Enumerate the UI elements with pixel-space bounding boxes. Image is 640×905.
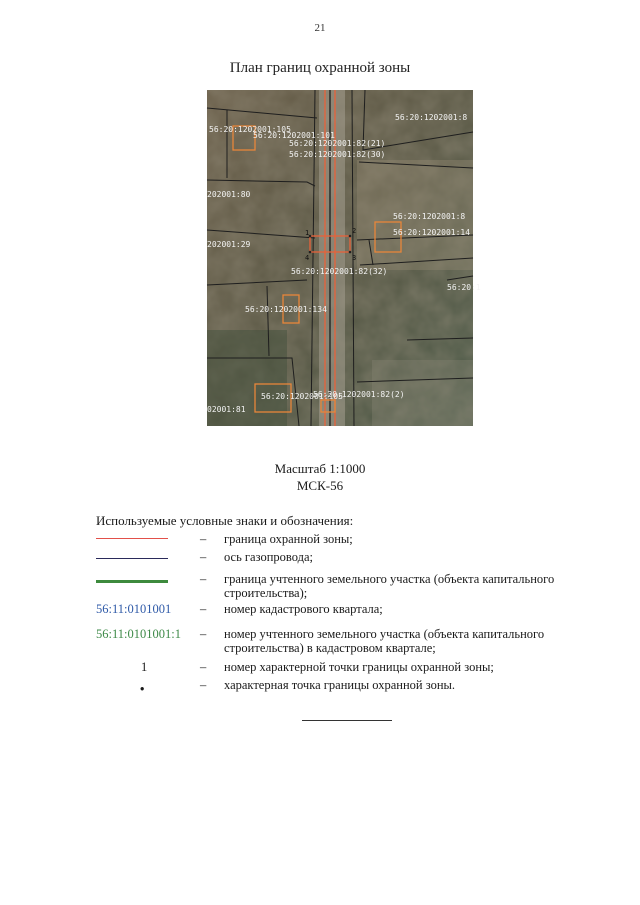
legend-dash: – [200, 532, 207, 546]
legend-dash: – [200, 627, 207, 641]
point-number-label: 2 [352, 227, 357, 235]
legend-text: ось газопровода; [224, 550, 314, 564]
point-marker-sample: • [140, 682, 145, 696]
point-number-label: 4 [305, 254, 310, 262]
scale-text: Масштаб 1:1000 [274, 461, 366, 476]
cadastral-label: 56:20:1202001:105 [261, 392, 343, 401]
cadastral-label: 56:20:1 [447, 283, 481, 292]
legend-dash: – [200, 550, 207, 564]
legend-dash: – [200, 678, 207, 692]
point-number-label: 1 [305, 229, 310, 237]
legend-dash: – [200, 572, 207, 586]
legend-text: номер учтенного земельного участка (объекта капитального строительства) в кадастровом квартале; [224, 627, 545, 655]
cadastral-label: 202001:29 [207, 240, 251, 249]
point-number-label: 3 [352, 254, 357, 262]
satellite-map [207, 90, 481, 426]
closing-line [302, 720, 392, 721]
legend-text: номер кадастрового квартала; [224, 602, 383, 616]
legend-title: Используемые условные знаки и обозначения: [96, 513, 354, 528]
red-line-symbol [96, 538, 168, 539]
cadastral-label: 56:20:1202001:82(21) [289, 139, 386, 148]
parcel-number-sample: 56:11:0101001:1 [96, 627, 181, 641]
legend-item [96, 627, 586, 655]
legend-text: характерная точка границы охранной зоны. [224, 678, 456, 692]
cadastral-label: 02001:81 [207, 405, 246, 414]
cadastral-label: 202001:80 [207, 190, 251, 199]
legend-dash: – [200, 602, 207, 616]
page-title: План границ охранной зоны [229, 60, 411, 76]
scale-block [0, 460, 640, 494]
protection-zone-map [207, 90, 481, 426]
cadastral-label: 56:20:1202001:82(30) [289, 150, 386, 159]
cadastral-label: 56:20:1202001:82(2) [313, 390, 405, 399]
cadastral-label: 56:20:1202001:82(32) [291, 267, 388, 276]
legend-dash: – [200, 660, 207, 674]
cadastral-label: 56:20:1202001:8 [393, 212, 466, 221]
crs-text: МСК-56 [296, 478, 344, 493]
page-number: 21 [314, 22, 326, 34]
point-number-sample: 1 [141, 660, 148, 674]
green-line-symbol [96, 580, 168, 583]
legend-text: номер характерной точки границы охранной зоны; [224, 660, 494, 674]
cadastral-label: 56:20:1202001:105 [209, 125, 291, 134]
cadastral-quarter-sample: 56:11:0101001 [96, 602, 172, 616]
legend-item [96, 572, 586, 600]
cadastral-label: 56:20:1202001:8 [395, 113, 468, 122]
cadastral-label: 56:20:1202001:101 [253, 131, 335, 140]
cadastral-label: 56:20:1202001:134 [245, 305, 327, 314]
legend-text: граница учтенного земельного участка (объекта капитального строительства); [224, 572, 555, 600]
black-line-symbol [96, 558, 168, 559]
cadastral-label: 56:20:1202001:14 [393, 228, 471, 237]
legend-text: граница охранной зоны; [224, 532, 353, 546]
